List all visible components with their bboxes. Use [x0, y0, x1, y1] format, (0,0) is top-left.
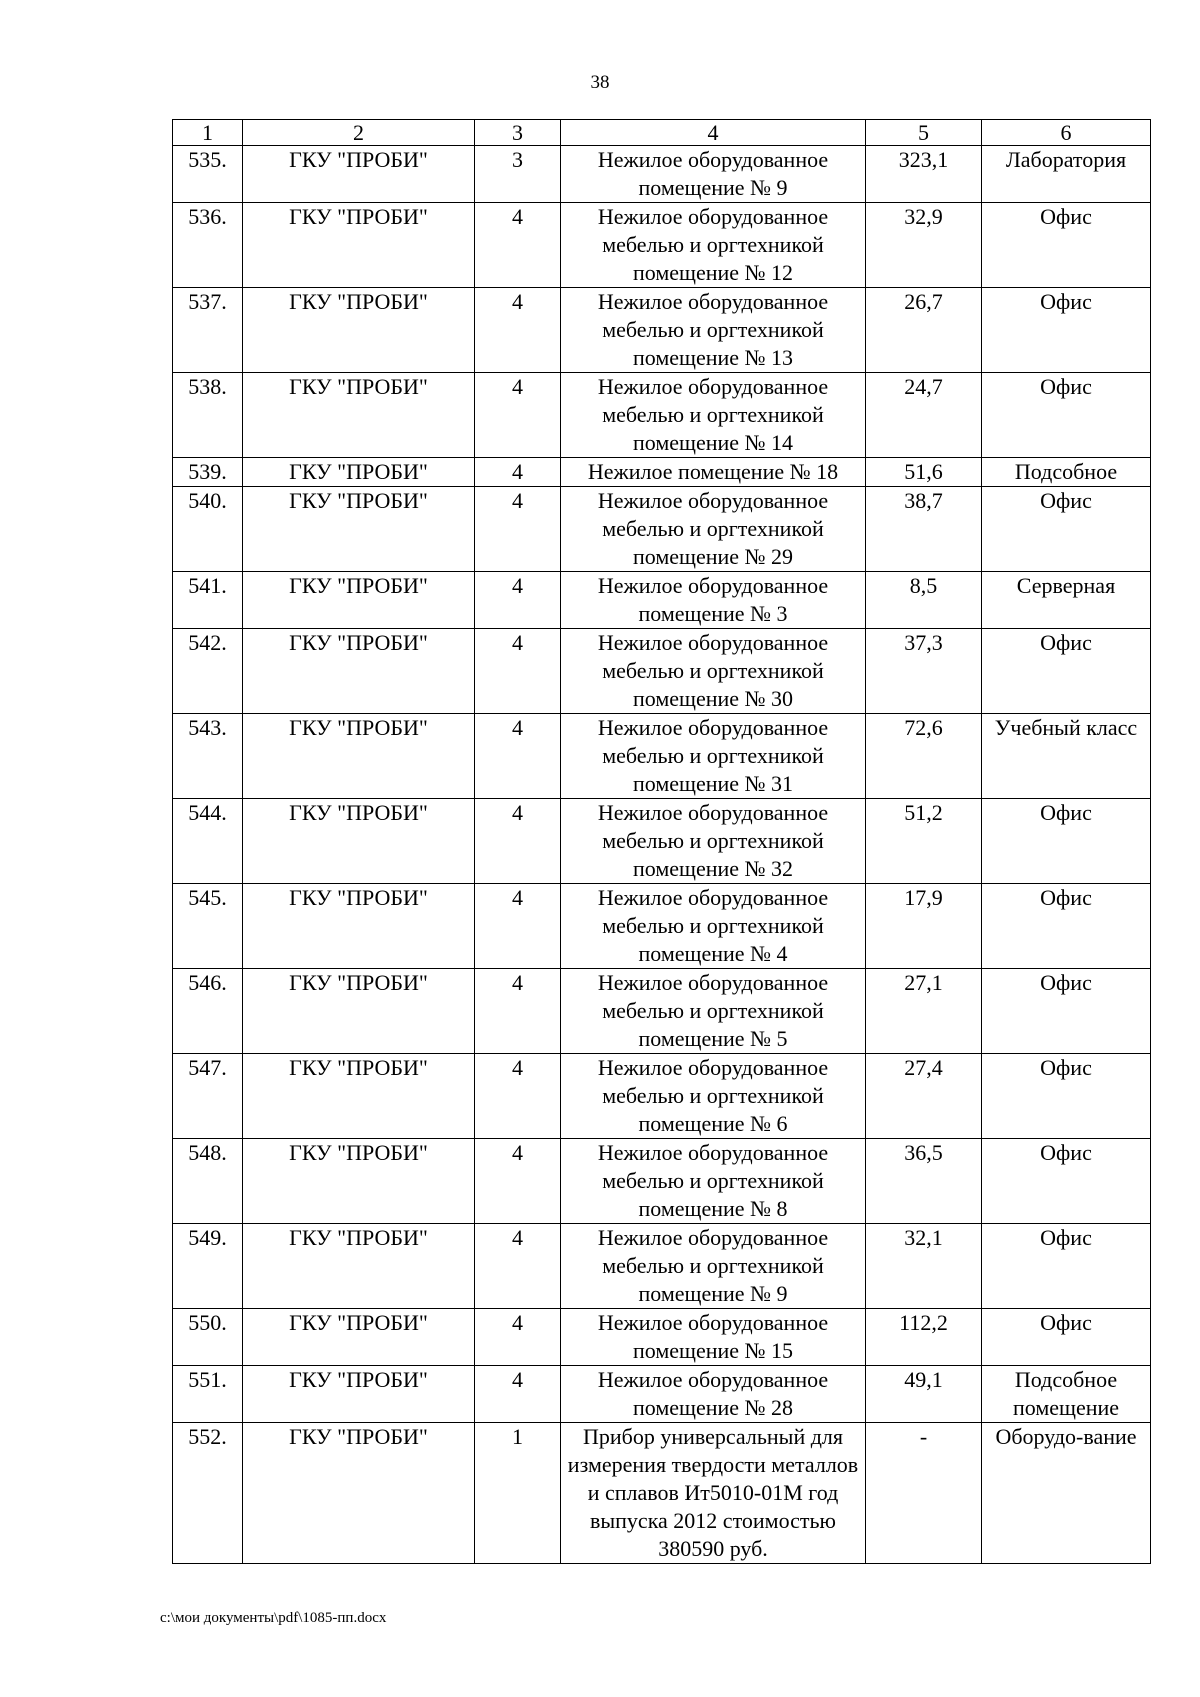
area-cell: 38,7 — [866, 487, 982, 572]
purpose-cell: Офис — [982, 1309, 1151, 1366]
row-number-cell: 539. — [173, 458, 243, 487]
table-row — [173, 373, 1151, 458]
purpose-cell: Подсобное — [982, 458, 1151, 487]
header-row — [173, 120, 1151, 146]
purpose-cell: Офис — [982, 487, 1151, 572]
purpose-cell: Офис — [982, 629, 1151, 714]
area-cell: 49,1 — [866, 1366, 982, 1423]
floor-cell: 4 — [475, 1054, 561, 1139]
table-row — [173, 1423, 1151, 1564]
description-cell: Нежилое оборудованное мебелью и оргтехникой помещение № 12 — [561, 203, 866, 288]
floor-cell: 4 — [475, 572, 561, 629]
organization-cell: ГКУ "ПРОБИ" — [243, 1054, 475, 1139]
description-cell: Нежилое оборудованное мебелью и оргтехникой помещение № 30 — [561, 629, 866, 714]
organization-cell: ГКУ "ПРОБИ" — [243, 572, 475, 629]
organization-cell: ГКУ "ПРОБИ" — [243, 1423, 475, 1564]
file-path-footer: c:\мои документы\pdf\1085-пп.docx — [160, 1610, 387, 1626]
organization-cell: ГКУ "ПРОБИ" — [243, 714, 475, 799]
description-cell: Нежилое оборудованное помещение № 3 — [561, 572, 866, 629]
row-number-cell: 549. — [173, 1224, 243, 1309]
area-cell: 24,7 — [866, 373, 982, 458]
header-cell: 6 — [982, 120, 1151, 146]
area-cell: 112,2 — [866, 1309, 982, 1366]
table-row — [173, 799, 1151, 884]
table-row — [173, 288, 1151, 373]
row-number-cell: 547. — [173, 1054, 243, 1139]
description-cell: Нежилое оборудованное мебелью и оргтехникой помещение № 9 — [561, 1224, 866, 1309]
purpose-cell: Офис — [982, 884, 1151, 969]
floor-cell: 4 — [475, 1309, 561, 1366]
row-number-cell: 541. — [173, 572, 243, 629]
area-cell: 32,9 — [866, 203, 982, 288]
floor-cell: 4 — [475, 884, 561, 969]
area-cell: 26,7 — [866, 288, 982, 373]
area-cell: 17,9 — [866, 884, 982, 969]
description-cell: Нежилое оборудованное мебелью и оргтехникой помещение № 4 — [561, 884, 866, 969]
organization-cell: ГКУ "ПРОБИ" — [243, 969, 475, 1054]
purpose-cell: Офис — [982, 1224, 1151, 1309]
organization-cell: ГКУ "ПРОБИ" — [243, 203, 475, 288]
floor-cell: 4 — [475, 629, 561, 714]
floor-cell: 4 — [475, 203, 561, 288]
organization-cell: ГКУ "ПРОБИ" — [243, 146, 475, 203]
table-row — [173, 1366, 1151, 1423]
row-number-cell: 542. — [173, 629, 243, 714]
organization-cell: ГКУ "ПРОБИ" — [243, 884, 475, 969]
table-row — [173, 203, 1151, 288]
table-row — [173, 1054, 1151, 1139]
row-number-cell: 537. — [173, 288, 243, 373]
purpose-cell: Офис — [982, 1139, 1151, 1224]
purpose-cell: Офис — [982, 288, 1151, 373]
organization-cell: ГКУ "ПРОБИ" — [243, 458, 475, 487]
area-cell: 36,5 — [866, 1139, 982, 1224]
page-number: 38 — [590, 72, 610, 93]
floor-cell: 1 — [475, 1423, 561, 1564]
floor-cell: 4 — [475, 969, 561, 1054]
row-number-cell: 540. — [173, 487, 243, 572]
purpose-cell: Подсобное помещение — [982, 1366, 1151, 1423]
row-number-cell: 535. — [173, 146, 243, 203]
description-cell: Нежилое помещение № 18 — [561, 458, 866, 487]
organization-cell: ГКУ "ПРОБИ" — [243, 629, 475, 714]
purpose-cell: Офис — [982, 799, 1151, 884]
purpose-cell: Учебный класс — [982, 714, 1151, 799]
floor-cell: 4 — [475, 1366, 561, 1423]
row-number-cell: 548. — [173, 1139, 243, 1224]
floor-cell: 4 — [475, 373, 561, 458]
organization-cell: ГКУ "ПРОБИ" — [243, 1309, 475, 1366]
floor-cell: 4 — [475, 1139, 561, 1224]
floor-cell: 4 — [475, 458, 561, 487]
table-row — [173, 884, 1151, 969]
floor-cell: 4 — [475, 714, 561, 799]
area-cell: - — [866, 1423, 982, 1564]
row-number-cell: 544. — [173, 799, 243, 884]
area-cell: 51,2 — [866, 799, 982, 884]
row-number-cell: 552. — [173, 1423, 243, 1564]
purpose-cell: Офис — [982, 1054, 1151, 1139]
description-cell: Нежилое оборудованное мебелью и оргтехникой помещение № 5 — [561, 969, 866, 1054]
description-cell: Нежилое оборудованное мебелью и оргтехникой помещение № 29 — [561, 487, 866, 572]
row-number-cell: 551. — [173, 1366, 243, 1423]
header-cell: 2 — [243, 120, 475, 146]
organization-cell: ГКУ "ПРОБИ" — [243, 1224, 475, 1309]
area-cell: 8,5 — [866, 572, 982, 629]
header-cell: 1 — [173, 120, 243, 146]
row-number-cell: 536. — [173, 203, 243, 288]
floor-cell: 3 — [475, 146, 561, 203]
area-cell: 51,6 — [866, 458, 982, 487]
area-cell: 27,4 — [866, 1054, 982, 1139]
area-cell: 323,1 — [866, 146, 982, 203]
description-cell: Нежилое оборудованное помещение № 15 — [561, 1309, 866, 1366]
row-number-cell: 550. — [173, 1309, 243, 1366]
table-row — [173, 629, 1151, 714]
description-cell: Прибор универсальный для измерения твердости металлов и сплавов Ит5010-01М год выпуска 2012 стоимостью 380590 руб. — [561, 1423, 866, 1564]
area-cell: 27,1 — [866, 969, 982, 1054]
floor-cell: 4 — [475, 1224, 561, 1309]
row-number-cell: 545. — [173, 884, 243, 969]
table-row — [173, 969, 1151, 1054]
header-cell: 3 — [475, 120, 561, 146]
header-cell: 5 — [866, 120, 982, 146]
table-row — [173, 714, 1151, 799]
property-table — [172, 119, 1151, 1564]
row-number-cell: 538. — [173, 373, 243, 458]
area-cell: 72,6 — [866, 714, 982, 799]
description-cell: Нежилое оборудованное мебелью и оргтехникой помещение № 13 — [561, 288, 866, 373]
organization-cell: ГКУ "ПРОБИ" — [243, 288, 475, 373]
row-number-cell: 543. — [173, 714, 243, 799]
purpose-cell: Оборудо-вание — [982, 1423, 1151, 1564]
area-cell: 37,3 — [866, 629, 982, 714]
description-cell: Нежилое оборудованное мебелью и оргтехникой помещение № 14 — [561, 373, 866, 458]
table-row — [173, 572, 1151, 629]
organization-cell: ГКУ "ПРОБИ" — [243, 1366, 475, 1423]
description-cell: Нежилое оборудованное мебелью и оргтехникой помещение № 8 — [561, 1139, 866, 1224]
purpose-cell: Офис — [982, 203, 1151, 288]
purpose-cell: Офис — [982, 969, 1151, 1054]
organization-cell: ГКУ "ПРОБИ" — [243, 799, 475, 884]
floor-cell: 4 — [475, 487, 561, 572]
table-row — [173, 1224, 1151, 1309]
floor-cell: 4 — [475, 288, 561, 373]
table-row — [173, 1139, 1151, 1224]
description-cell: Нежилое оборудованное мебелью и оргтехникой помещение № 6 — [561, 1054, 866, 1139]
header-cell: 4 — [561, 120, 866, 146]
row-number-cell: 546. — [173, 969, 243, 1054]
description-cell: Нежилое оборудованное помещение № 28 — [561, 1366, 866, 1423]
table-row — [173, 487, 1151, 572]
purpose-cell: Серверная — [982, 572, 1151, 629]
table-row — [173, 458, 1151, 487]
organization-cell: ГКУ "ПРОБИ" — [243, 487, 475, 572]
purpose-cell: Офис — [982, 373, 1151, 458]
description-cell: Нежилое оборудованное помещение № 9 — [561, 146, 866, 203]
description-cell: Нежилое оборудованное мебелью и оргтехникой помещение № 31 — [561, 714, 866, 799]
area-cell: 32,1 — [866, 1224, 982, 1309]
description-cell: Нежилое оборудованное мебелью и оргтехникой помещение № 32 — [561, 799, 866, 884]
floor-cell: 4 — [475, 799, 561, 884]
organization-cell: ГКУ "ПРОБИ" — [243, 1139, 475, 1224]
purpose-cell: Лаборатория — [982, 146, 1151, 203]
organization-cell: ГКУ "ПРОБИ" — [243, 373, 475, 458]
table-row — [173, 1309, 1151, 1366]
table-row — [173, 146, 1151, 203]
